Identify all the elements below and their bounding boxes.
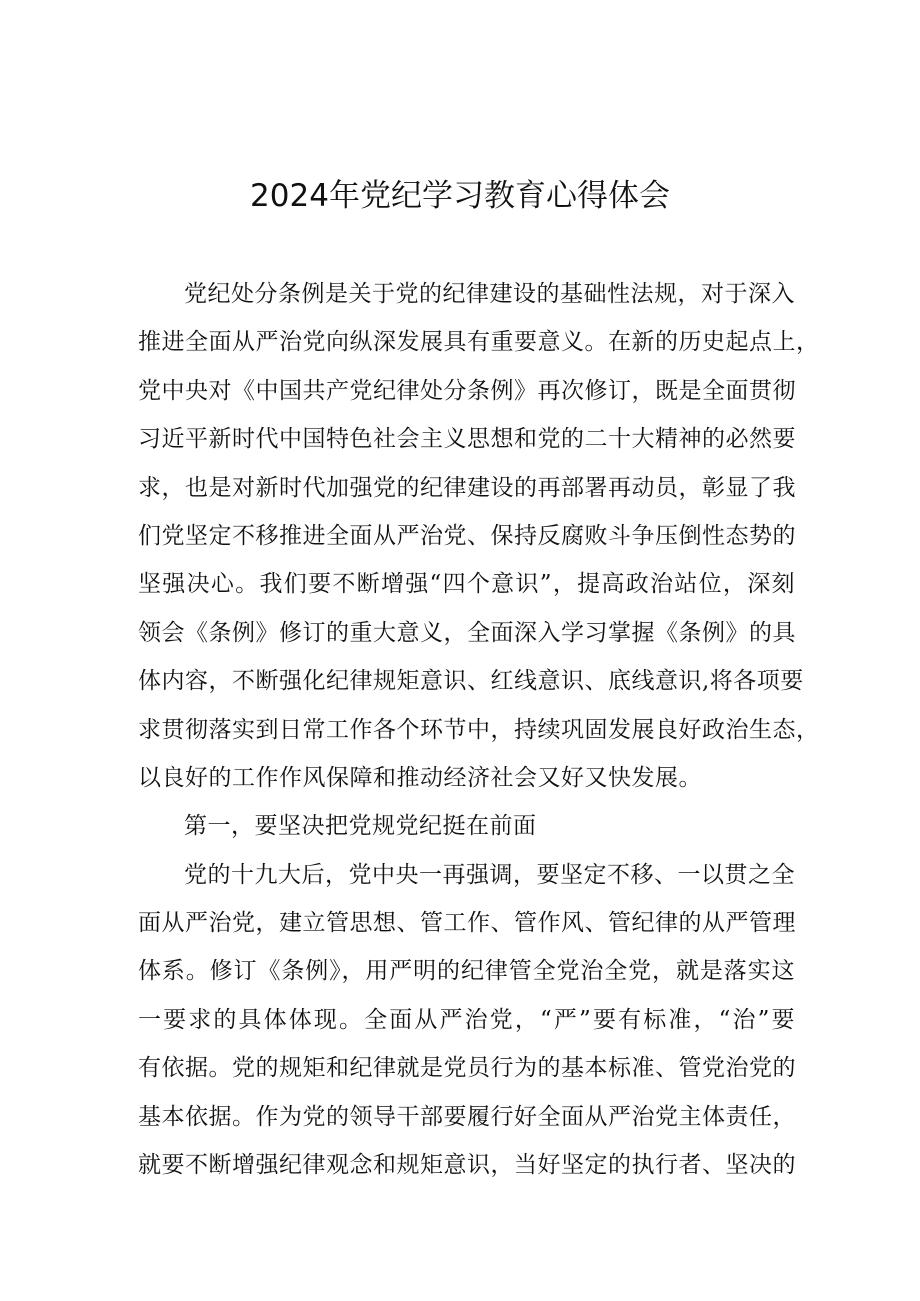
paragraph-intro (138, 270, 820, 802)
document-title: 2024年党纪学习教育心得体会 (250, 178, 670, 214)
text-line: 坚强决心。我们要不断增强“四个意识”，提高政治站位，深刻 (138, 571, 795, 598)
text-line: 们党坚定不移推进全面从严治党、保持反腐败斗争压倒性态势的 (138, 522, 796, 549)
section-heading-text: 第一，要坚决把党规党纪挺在前面 (184, 813, 537, 840)
text-line: 求，也是对新时代加强党的纪律建设的再部署再动员，彰显了我 (138, 474, 796, 501)
text-line: 党中央对《中国共产党纪律处分条例》再次修订，既是全面贯彻 (138, 377, 796, 404)
text-line: 推进全面从严治党向纵深发展具有重要意义。在新的历史起点上， (138, 329, 820, 356)
text-line: 基本依据。作为党的领导干部要履行好全面从严治党主体责任， (138, 1103, 796, 1130)
text-line: 党的十九大后，党中央一再强调，要坚定不移、一以贯之全 (184, 861, 795, 888)
text-line: 有依据。党的规矩和纪律就是党员行为的基本标准、管党治党的 (138, 1055, 796, 1082)
text-line: 以良好的工作作风保障和推动经济社会又好又快发展。 (138, 764, 702, 791)
text-line: 就要不断增强纪律观念和规矩意识，当好坚定的执行者、坚决的 (138, 1152, 796, 1179)
paragraph-section-one (138, 851, 795, 1190)
section-heading (138, 802, 795, 850)
text-line: 一要求的具体体现。全面从严治党，“严”要有标准，“治”要 (138, 1006, 795, 1033)
text-line: 体系。修订《条例》，用严明的纪律管全党治全党，就是落实这 (138, 958, 795, 985)
text-line: 体内容，不断强化纪律规矩意识、红线意识、底线意识,将各项要 (138, 668, 804, 695)
text-line: 习近平新时代中国特色社会主义思想和党的二十大精神的必然要 (138, 426, 796, 453)
document-body (138, 270, 820, 1189)
text-line: 面从严治党，建立管思想、管工作、管作风、管纪律的从严管理 (138, 910, 796, 937)
text-line: 领会《条例》修订的重大意义，全面深入学习掌握《条例》的具 (138, 619, 796, 646)
text-line: 求贯彻落实到日常工作各个环节中，持续巩固发展良好政治生态， (138, 716, 820, 743)
text-line: 党纪处分条例是关于党的纪律建设的基础性法规，对于深入 (184, 281, 795, 307)
